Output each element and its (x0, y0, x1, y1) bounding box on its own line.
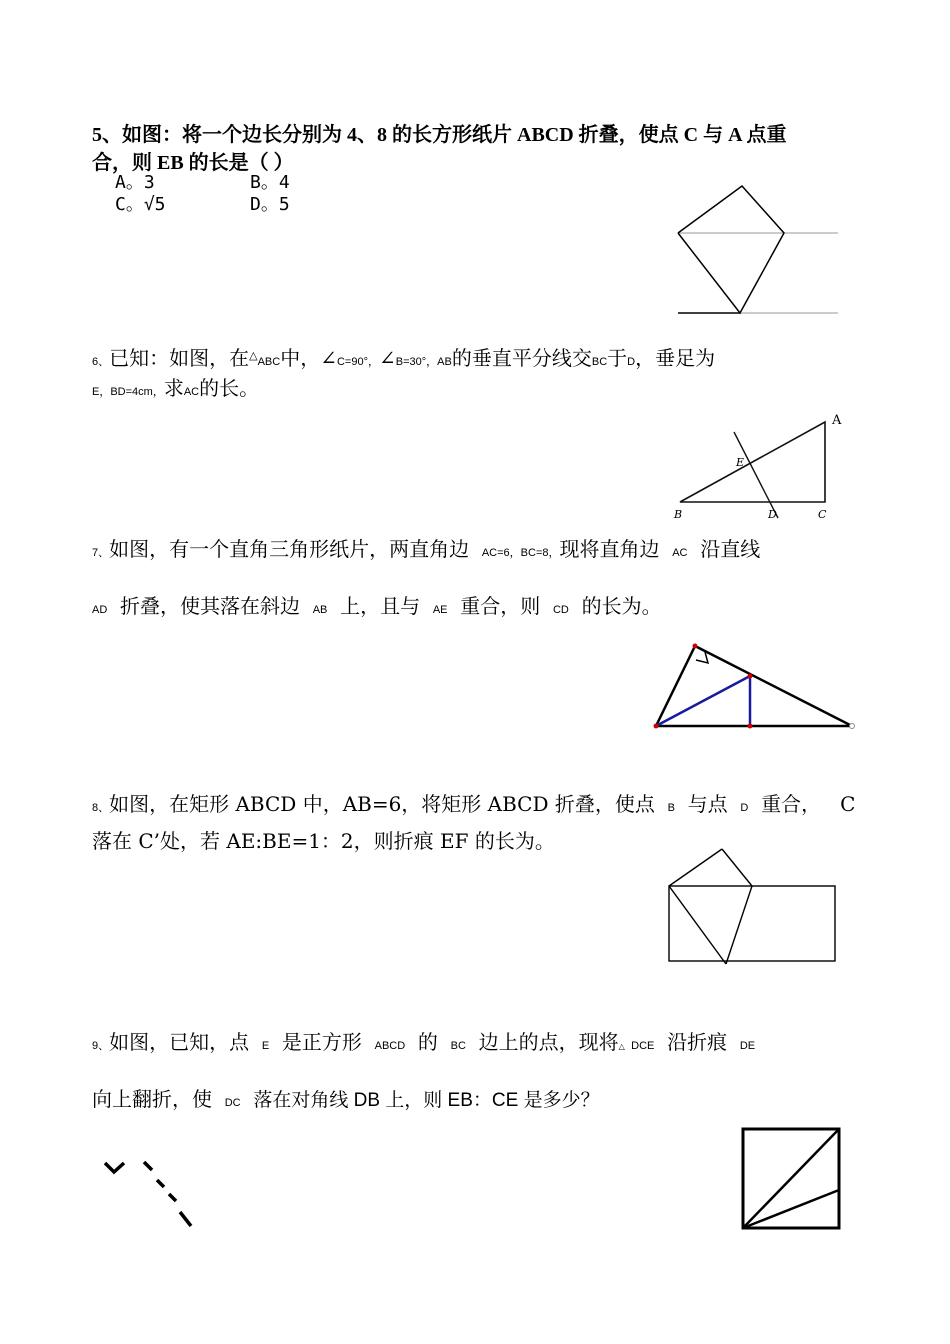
q6-label-d: D (768, 508, 777, 521)
q5-option-b: B。4 (250, 172, 290, 193)
q5-line1: 5、如图：将一个边长分别为 4、8 的长方形纸片 ABCD 折叠，使点 C 与 A 点重 (92, 124, 787, 146)
q6-label-a: A (832, 413, 842, 428)
q8-line1: 8、如图，在矩形 ABCD 中，AB=6，将矩形 ABCD 折叠，使点 B 与点 D 重合， C (92, 792, 856, 816)
q5-option-c: C。√5 (115, 194, 166, 215)
q7-line2: AD 折叠，使其落在斜边 AB 上，且与 AE 重合，则 CD 的长为。 (92, 594, 662, 618)
q6-line1: 6、已知：如图，在△ABC中，∠C=90°，∠B=30°，AB的垂直平分线交BC于D，垂足为 (92, 346, 716, 370)
q7-figure (650, 640, 860, 732)
q8-line2: 落在 C’处，若 AE:BE=1：2，则折痕 EF 的长为。 (92, 829, 555, 853)
q5-line2: 合，则 EB 的长是（ ） (92, 152, 294, 174)
q9-line2: 向上翻折，使 DC 落在对角线 DB 上，则 EB：CE 是多少？ (92, 1087, 600, 1111)
q6-label-b: B (674, 508, 683, 521)
q7-line1: 7、如图，有一个直角三角形纸片，两直角边 AC=6，BC=8，现将直角边 AC 沿直线 (92, 537, 761, 561)
q9-line1: 9、如图，已知，点 E 是正方形 ABCD 的 BC 边上的点，现将△ DCE 沿折痕 DE (92, 1030, 756, 1054)
q9-figure (738, 1124, 848, 1234)
q6-label-c: C (818, 508, 827, 521)
q6-figure (672, 402, 852, 524)
q5-figure (660, 180, 850, 320)
q8-figure (666, 846, 841, 968)
q6-line2: E，BD=4cm，求AC的长。 (92, 376, 260, 400)
stray-marks (100, 1158, 200, 1233)
q6-label-e: E (736, 456, 745, 469)
q5-option-d: D。5 (250, 194, 290, 215)
q5-option-a: A。3 (115, 172, 155, 193)
